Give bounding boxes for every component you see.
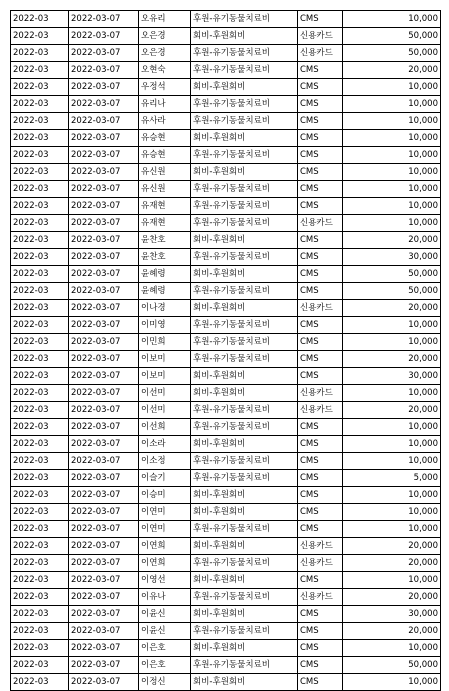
payment-method-cell: CMS <box>298 130 343 147</box>
payment-method-cell: 신용카드 <box>298 300 343 317</box>
category-cell: 회비-후원회비 <box>191 130 298 147</box>
donor-name-cell: 이정신 <box>139 674 191 691</box>
donor-name-cell: 이선미 <box>139 402 191 419</box>
date-cell: 2022-03-07 <box>69 555 139 572</box>
date-cell: 2022-03-07 <box>69 521 139 538</box>
table-row <box>11 521 441 538</box>
category-cell: 회비-후원회비 <box>191 606 298 623</box>
amount-cell: 10,000 <box>343 674 441 691</box>
date-cell: 2022-03-07 <box>69 232 139 249</box>
amount-cell: 10,000 <box>343 181 441 198</box>
amount-cell: 10,000 <box>343 521 441 538</box>
amount-cell: 10,000 <box>343 96 441 113</box>
donor-name-cell: 이윤신 <box>139 623 191 640</box>
category-cell: 후원-유기동물치료비 <box>191 45 298 62</box>
category-cell: 후원-유기동물치료비 <box>191 317 298 334</box>
donor-name-cell: 이은호 <box>139 657 191 674</box>
table-row <box>11 589 441 606</box>
donor-name-cell: 이연희 <box>139 538 191 555</box>
donor-name-cell: 이소정 <box>139 453 191 470</box>
donor-name-cell: 유신원 <box>139 181 191 198</box>
table-row <box>11 62 441 79</box>
category-cell: 회비-후원회비 <box>191 266 298 283</box>
date-cell: 2022-03-07 <box>69 181 139 198</box>
date-cell: 2022-03-07 <box>69 130 139 147</box>
amount-cell: 20,000 <box>343 62 441 79</box>
donation-ledger <box>10 10 441 691</box>
amount-cell: 50,000 <box>343 28 441 45</box>
date-cell: 2022-03-07 <box>69 368 139 385</box>
date-cell: 2022-03-07 <box>69 470 139 487</box>
table-row <box>11 28 441 45</box>
category-cell: 후원-유기동물치료비 <box>191 283 298 300</box>
category-cell: 회비-후원회비 <box>191 79 298 96</box>
amount-cell: 10,000 <box>343 572 441 589</box>
category-cell: 후원-유기동물치료비 <box>191 419 298 436</box>
amount-cell: 30,000 <box>343 249 441 266</box>
month-cell: 2022-03 <box>11 453 69 470</box>
date-cell: 2022-03-07 <box>69 198 139 215</box>
month-cell: 2022-03 <box>11 232 69 249</box>
table-row <box>11 45 441 62</box>
category-cell: 후원-유기동물치료비 <box>191 198 298 215</box>
payment-method-cell: CMS <box>298 317 343 334</box>
table-row <box>11 657 441 674</box>
payment-method-cell: CMS <box>298 657 343 674</box>
table-row <box>11 419 441 436</box>
donor-name-cell: 오은경 <box>139 28 191 45</box>
month-cell: 2022-03 <box>11 130 69 147</box>
donor-name-cell: 이선희 <box>139 419 191 436</box>
date-cell: 2022-03-07 <box>69 62 139 79</box>
payment-method-cell: CMS <box>298 572 343 589</box>
date-cell: 2022-03-07 <box>69 402 139 419</box>
table-row <box>11 504 441 521</box>
payment-method-cell: CMS <box>298 504 343 521</box>
date-cell: 2022-03-07 <box>69 300 139 317</box>
table-row <box>11 96 441 113</box>
amount-cell: 20,000 <box>343 555 441 572</box>
date-cell: 2022-03-07 <box>69 572 139 589</box>
payment-method-cell: CMS <box>298 640 343 657</box>
month-cell: 2022-03 <box>11 606 69 623</box>
table-row <box>11 606 441 623</box>
month-cell: 2022-03 <box>11 385 69 402</box>
table-row <box>11 453 441 470</box>
date-cell: 2022-03-07 <box>69 589 139 606</box>
month-cell: 2022-03 <box>11 266 69 283</box>
table-row <box>11 572 441 589</box>
payment-method-cell: CMS <box>298 623 343 640</box>
date-cell: 2022-03-07 <box>69 538 139 555</box>
category-cell: 후원-유기동물치료비 <box>191 11 298 28</box>
amount-cell: 10,000 <box>343 147 441 164</box>
amount-cell: 10,000 <box>343 113 441 130</box>
payment-method-cell: 신용카드 <box>298 45 343 62</box>
donor-name-cell: 유승현 <box>139 130 191 147</box>
donor-name-cell: 이연희 <box>139 555 191 572</box>
category-cell: 회비-후원회비 <box>191 504 298 521</box>
month-cell: 2022-03 <box>11 300 69 317</box>
date-cell: 2022-03-07 <box>69 147 139 164</box>
donor-name-cell: 유신원 <box>139 164 191 181</box>
payment-method-cell: CMS <box>298 334 343 351</box>
category-cell: 후원-유기동물치료비 <box>191 657 298 674</box>
table-row <box>11 283 441 300</box>
table-row <box>11 198 441 215</box>
month-cell: 2022-03 <box>11 181 69 198</box>
amount-cell: 30,000 <box>343 368 441 385</box>
date-cell: 2022-03-07 <box>69 504 139 521</box>
category-cell: 후원-유기동물치료비 <box>191 215 298 232</box>
donor-name-cell: 윤혜령 <box>139 266 191 283</box>
date-cell: 2022-03-07 <box>69 249 139 266</box>
date-cell: 2022-03-07 <box>69 266 139 283</box>
payment-method-cell: CMS <box>298 470 343 487</box>
table-row <box>11 555 441 572</box>
table-row <box>11 436 441 453</box>
category-cell: 회비-후원회비 <box>191 436 298 453</box>
payment-method-cell: CMS <box>298 487 343 504</box>
date-cell: 2022-03-07 <box>69 453 139 470</box>
table-row <box>11 130 441 147</box>
date-cell: 2022-03-07 <box>69 419 139 436</box>
category-cell: 회비-후원회비 <box>191 538 298 555</box>
table-row <box>11 113 441 130</box>
date-cell: 2022-03-07 <box>69 436 139 453</box>
payment-method-cell: 신용카드 <box>298 215 343 232</box>
donor-name-cell: 유재현 <box>139 215 191 232</box>
category-cell: 후원-유기동물치료비 <box>191 249 298 266</box>
amount-cell: 10,000 <box>343 215 441 232</box>
amount-cell: 10,000 <box>343 385 441 402</box>
donor-name-cell: 이보미 <box>139 351 191 368</box>
table-row <box>11 266 441 283</box>
table-row <box>11 79 441 96</box>
ledger-table <box>10 10 441 691</box>
month-cell: 2022-03 <box>11 657 69 674</box>
month-cell: 2022-03 <box>11 317 69 334</box>
category-cell: 후원-유기동물치료비 <box>191 181 298 198</box>
donor-name-cell: 이미영 <box>139 317 191 334</box>
category-cell: 후원-유기동물치료비 <box>191 623 298 640</box>
date-cell: 2022-03-07 <box>69 113 139 130</box>
table-row <box>11 487 441 504</box>
table-row <box>11 623 441 640</box>
category-cell: 후원-유기동물치료비 <box>191 589 298 606</box>
table-row <box>11 249 441 266</box>
month-cell: 2022-03 <box>11 164 69 181</box>
category-cell: 후원-유기동물치료비 <box>191 113 298 130</box>
amount-cell: 20,000 <box>343 232 441 249</box>
month-cell: 2022-03 <box>11 215 69 232</box>
month-cell: 2022-03 <box>11 521 69 538</box>
date-cell: 2022-03-07 <box>69 96 139 113</box>
payment-method-cell: CMS <box>298 266 343 283</box>
month-cell: 2022-03 <box>11 623 69 640</box>
date-cell: 2022-03-07 <box>69 385 139 402</box>
payment-method-cell: CMS <box>298 453 343 470</box>
amount-cell: 10,000 <box>343 640 441 657</box>
table-row <box>11 300 441 317</box>
date-cell: 2022-03-07 <box>69 283 139 300</box>
date-cell: 2022-03-07 <box>69 317 139 334</box>
month-cell: 2022-03 <box>11 419 69 436</box>
donor-name-cell: 이선미 <box>139 385 191 402</box>
amount-cell: 20,000 <box>343 300 441 317</box>
month-cell: 2022-03 <box>11 402 69 419</box>
amount-cell: 10,000 <box>343 504 441 521</box>
payment-method-cell: 신용카드 <box>298 385 343 402</box>
month-cell: 2022-03 <box>11 11 69 28</box>
donor-name-cell: 오현숙 <box>139 62 191 79</box>
payment-method-cell: 신용카드 <box>298 538 343 555</box>
table-row <box>11 640 441 657</box>
category-cell: 회비-후원회비 <box>191 640 298 657</box>
category-cell: 후원-유기동물치료비 <box>191 334 298 351</box>
amount-cell: 10,000 <box>343 11 441 28</box>
amount-cell: 20,000 <box>343 589 441 606</box>
month-cell: 2022-03 <box>11 198 69 215</box>
donor-name-cell: 이은호 <box>139 640 191 657</box>
table-row <box>11 215 441 232</box>
date-cell: 2022-03-07 <box>69 215 139 232</box>
payment-method-cell: CMS <box>298 232 343 249</box>
amount-cell: 20,000 <box>343 623 441 640</box>
date-cell: 2022-03-07 <box>69 164 139 181</box>
category-cell: 후원-유기동물치료비 <box>191 147 298 164</box>
month-cell: 2022-03 <box>11 436 69 453</box>
date-cell: 2022-03-07 <box>69 657 139 674</box>
category-cell: 회비-후원회비 <box>191 572 298 589</box>
month-cell: 2022-03 <box>11 45 69 62</box>
category-cell: 후원-유기동물치료비 <box>191 555 298 572</box>
table-row <box>11 11 441 28</box>
amount-cell: 10,000 <box>343 198 441 215</box>
payment-method-cell: CMS <box>298 674 343 691</box>
payment-method-cell: 신용카드 <box>298 555 343 572</box>
ledger-body <box>11 11 441 691</box>
donor-name-cell: 이슬기 <box>139 470 191 487</box>
category-cell: 회비-후원회비 <box>191 164 298 181</box>
month-cell: 2022-03 <box>11 334 69 351</box>
month-cell: 2022-03 <box>11 674 69 691</box>
amount-cell: 10,000 <box>343 419 441 436</box>
category-cell: 회비-후원회비 <box>191 487 298 504</box>
date-cell: 2022-03-07 <box>69 351 139 368</box>
donor-name-cell: 이소라 <box>139 436 191 453</box>
date-cell: 2022-03-07 <box>69 11 139 28</box>
donor-name-cell: 우정석 <box>139 79 191 96</box>
category-cell: 회비-후원회비 <box>191 385 298 402</box>
table-row <box>11 181 441 198</box>
payment-method-cell: CMS <box>298 419 343 436</box>
amount-cell: 20,000 <box>343 538 441 555</box>
month-cell: 2022-03 <box>11 504 69 521</box>
date-cell: 2022-03-07 <box>69 674 139 691</box>
date-cell: 2022-03-07 <box>69 28 139 45</box>
category-cell: 회비-후원회비 <box>191 28 298 45</box>
amount-cell: 10,000 <box>343 317 441 334</box>
payment-method-cell: CMS <box>298 96 343 113</box>
payment-method-cell: CMS <box>298 351 343 368</box>
donor-name-cell: 이보미 <box>139 368 191 385</box>
amount-cell: 50,000 <box>343 45 441 62</box>
amount-cell: 10,000 <box>343 334 441 351</box>
month-cell: 2022-03 <box>11 28 69 45</box>
table-row <box>11 334 441 351</box>
table-row <box>11 351 441 368</box>
table-row <box>11 538 441 555</box>
month-cell: 2022-03 <box>11 96 69 113</box>
month-cell: 2022-03 <box>11 555 69 572</box>
donor-name-cell: 이윤신 <box>139 606 191 623</box>
date-cell: 2022-03-07 <box>69 640 139 657</box>
table-row <box>11 164 441 181</box>
month-cell: 2022-03 <box>11 79 69 96</box>
date-cell: 2022-03-07 <box>69 45 139 62</box>
amount-cell: 30,000 <box>343 606 441 623</box>
donor-name-cell: 이민희 <box>139 334 191 351</box>
donor-name-cell: 이유나 <box>139 589 191 606</box>
month-cell: 2022-03 <box>11 62 69 79</box>
amount-cell: 20,000 <box>343 351 441 368</box>
payment-method-cell: CMS <box>298 368 343 385</box>
month-cell: 2022-03 <box>11 147 69 164</box>
month-cell: 2022-03 <box>11 249 69 266</box>
date-cell: 2022-03-07 <box>69 334 139 351</box>
payment-method-cell: CMS <box>298 181 343 198</box>
month-cell: 2022-03 <box>11 572 69 589</box>
amount-cell: 10,000 <box>343 79 441 96</box>
month-cell: 2022-03 <box>11 487 69 504</box>
donor-name-cell: 유승현 <box>139 147 191 164</box>
month-cell: 2022-03 <box>11 470 69 487</box>
amount-cell: 10,000 <box>343 164 441 181</box>
table-row <box>11 368 441 385</box>
payment-method-cell: CMS <box>298 436 343 453</box>
payment-method-cell: CMS <box>298 606 343 623</box>
payment-method-cell: CMS <box>298 521 343 538</box>
date-cell: 2022-03-07 <box>69 606 139 623</box>
category-cell: 회비-후원회비 <box>191 232 298 249</box>
donor-name-cell: 이영선 <box>139 572 191 589</box>
category-cell: 후원-유기동물치료비 <box>191 96 298 113</box>
donor-name-cell: 오은경 <box>139 45 191 62</box>
donor-name-cell: 유리나 <box>139 96 191 113</box>
payment-method-cell: CMS <box>298 113 343 130</box>
donor-name-cell: 유재현 <box>139 198 191 215</box>
donor-name-cell: 오유리 <box>139 11 191 28</box>
table-row <box>11 317 441 334</box>
month-cell: 2022-03 <box>11 351 69 368</box>
payment-method-cell: CMS <box>298 249 343 266</box>
amount-cell: 5,000 <box>343 470 441 487</box>
donor-name-cell: 이나경 <box>139 300 191 317</box>
donor-name-cell: 윤찬호 <box>139 249 191 266</box>
table-row <box>11 147 441 164</box>
payment-method-cell: CMS <box>298 79 343 96</box>
donor-name-cell: 윤혜령 <box>139 283 191 300</box>
payment-method-cell: CMS <box>298 164 343 181</box>
payment-method-cell: CMS <box>298 198 343 215</box>
payment-method-cell: 신용카드 <box>298 402 343 419</box>
table-row <box>11 232 441 249</box>
donor-name-cell: 이연미 <box>139 521 191 538</box>
donor-name-cell: 윤찬호 <box>139 232 191 249</box>
payment-method-cell: 신용카드 <box>298 28 343 45</box>
table-row <box>11 385 441 402</box>
payment-method-cell: CMS <box>298 283 343 300</box>
month-cell: 2022-03 <box>11 538 69 555</box>
category-cell: 후원-유기동물치료비 <box>191 521 298 538</box>
amount-cell: 20,000 <box>343 402 441 419</box>
table-row <box>11 470 441 487</box>
amount-cell: 10,000 <box>343 487 441 504</box>
category-cell: 후원-유기동물치료비 <box>191 62 298 79</box>
category-cell: 회비-후원회비 <box>191 300 298 317</box>
amount-cell: 50,000 <box>343 283 441 300</box>
month-cell: 2022-03 <box>11 640 69 657</box>
donor-name-cell: 유사라 <box>139 113 191 130</box>
amount-cell: 50,000 <box>343 266 441 283</box>
category-cell: 후원-유기동물치료비 <box>191 470 298 487</box>
category-cell: 후원-유기동물치료비 <box>191 351 298 368</box>
donor-name-cell: 이연미 <box>139 504 191 521</box>
donor-name-cell: 이승미 <box>139 487 191 504</box>
table-row <box>11 674 441 691</box>
date-cell: 2022-03-07 <box>69 487 139 504</box>
category-cell: 회비-후원회비 <box>191 674 298 691</box>
date-cell: 2022-03-07 <box>69 79 139 96</box>
amount-cell: 10,000 <box>343 436 441 453</box>
category-cell: 회비-후원회비 <box>191 368 298 385</box>
month-cell: 2022-03 <box>11 368 69 385</box>
payment-method-cell: CMS <box>298 62 343 79</box>
month-cell: 2022-03 <box>11 283 69 300</box>
date-cell: 2022-03-07 <box>69 623 139 640</box>
month-cell: 2022-03 <box>11 113 69 130</box>
payment-method-cell: 신용카드 <box>298 589 343 606</box>
amount-cell: 10,000 <box>343 453 441 470</box>
amount-cell: 10,000 <box>343 130 441 147</box>
amount-cell: 50,000 <box>343 657 441 674</box>
table-row <box>11 402 441 419</box>
category-cell: 후원-유기동물치료비 <box>191 402 298 419</box>
payment-method-cell: CMS <box>298 11 343 28</box>
category-cell: 후원-유기동물치료비 <box>191 453 298 470</box>
month-cell: 2022-03 <box>11 589 69 606</box>
payment-method-cell: CMS <box>298 147 343 164</box>
